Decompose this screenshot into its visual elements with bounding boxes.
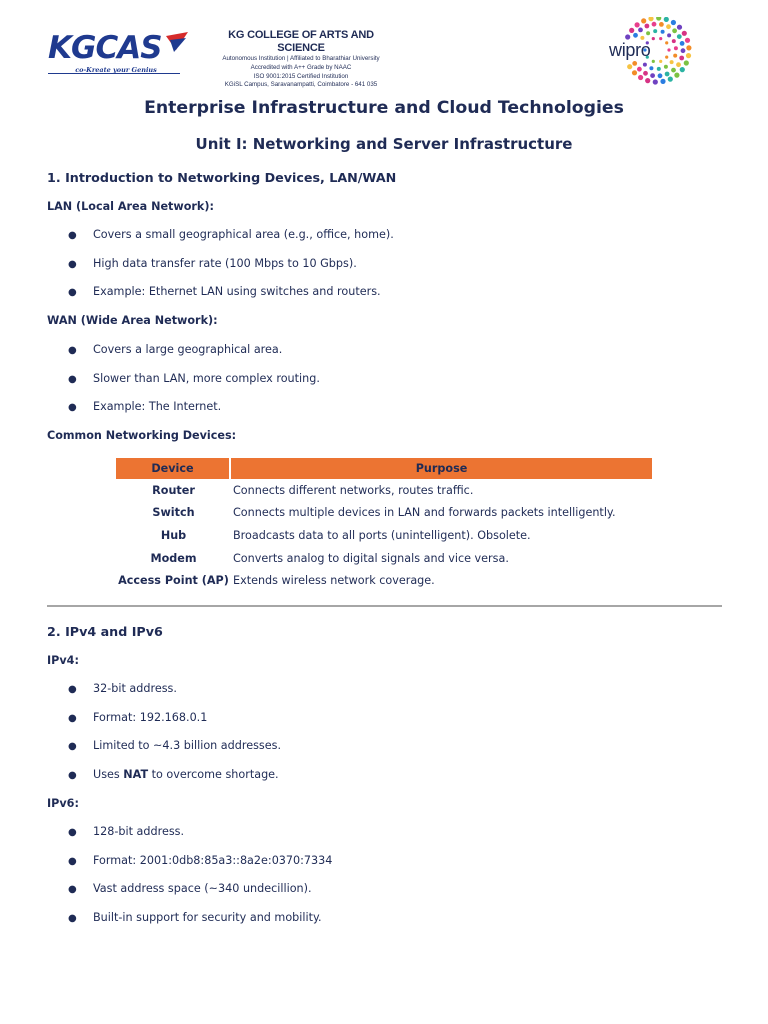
list-item: ● Format: 2001:0db8:85a3::8a2e:0370:7334 bbox=[68, 854, 333, 867]
wipro-dot bbox=[643, 63, 647, 67]
wipro-dot bbox=[657, 67, 661, 71]
college-name: KG COLLEGE OF ARTS AND SCIENCE bbox=[228, 29, 374, 54]
table-header-row bbox=[116, 458, 652, 479]
wipro-dot bbox=[677, 25, 682, 30]
wipro-dot bbox=[679, 56, 684, 61]
wipro-dot bbox=[665, 41, 668, 44]
unit-title: Unit I: Networking and Server Infrastructure bbox=[195, 135, 573, 153]
wipro-dot bbox=[674, 46, 678, 50]
list-item: ● Limited to ~4.3 billion addresses. bbox=[68, 739, 282, 752]
list-item: ● High data transfer rate (100 Mbps to 10 Gbps). bbox=[68, 257, 357, 270]
wipro-dot bbox=[686, 45, 691, 50]
wipro-dot bbox=[661, 30, 665, 34]
wipro-dot bbox=[676, 62, 681, 67]
ipv6-heading: IPv6: bbox=[47, 797, 79, 810]
kgcas-tagline: co-Kreate your Genius bbox=[75, 66, 157, 74]
wipro-dot bbox=[674, 73, 679, 78]
wipro-dot bbox=[632, 70, 637, 75]
table-row bbox=[116, 547, 652, 570]
wipro-dot bbox=[649, 66, 653, 70]
section-2-heading: 2. IPv4 and IPv6 bbox=[47, 624, 163, 639]
table-row bbox=[116, 479, 652, 502]
wipro-dot bbox=[680, 41, 685, 46]
table-row bbox=[116, 502, 652, 525]
college-accreditation: Accredited with A++ Grade by NAAC bbox=[250, 63, 352, 71]
wipro-dot bbox=[665, 72, 670, 77]
wipro-dot bbox=[682, 31, 687, 36]
list-item: ● Format: 192.168.0.1 bbox=[68, 711, 208, 724]
wipro-dot bbox=[684, 60, 689, 65]
list-item: ● 32-bit address. bbox=[68, 682, 177, 695]
wipro-dot bbox=[627, 64, 632, 69]
wipro-dot bbox=[659, 22, 664, 27]
wipro-dot bbox=[650, 73, 655, 78]
device-cell: Access Point (AP) bbox=[118, 574, 229, 588]
wipro-dot bbox=[653, 79, 658, 84]
wipro-dot bbox=[638, 75, 643, 80]
wipro-logo-text: wipro bbox=[609, 40, 651, 60]
purpose-cell: Converts analog to digital signals and vice versa. bbox=[233, 551, 509, 565]
wipro-dot bbox=[672, 28, 677, 33]
wipro-dot bbox=[645, 24, 650, 29]
table-row bbox=[116, 569, 652, 592]
ipv4-heading: IPv4: bbox=[47, 654, 79, 667]
document-title: Enterprise Infrastructure and Cloud Technologies bbox=[144, 98, 624, 118]
wipro-dot bbox=[665, 56, 668, 59]
wipro-dot bbox=[672, 39, 676, 43]
purpose-cell: Connects multiple devices in LAN and forwards packets intelligently. bbox=[233, 506, 616, 520]
wipro-dot bbox=[641, 18, 646, 23]
list-item: ● Vast address space (~340 undecillion). bbox=[68, 882, 312, 895]
wipro-dot bbox=[667, 48, 670, 51]
wipro-logo bbox=[605, 17, 695, 87]
wipro-dot bbox=[666, 24, 671, 29]
purpose-cell: Connects different networks, routes traffic. bbox=[233, 483, 474, 497]
kgcas-logo bbox=[48, 30, 193, 80]
wipro-dot bbox=[629, 28, 634, 33]
wipro-dot bbox=[677, 34, 682, 39]
wipro-dot bbox=[668, 77, 673, 82]
list-item: ● Example: The Internet. bbox=[68, 400, 222, 413]
wipro-dot bbox=[652, 22, 657, 27]
wipro-dot bbox=[656, 17, 661, 21]
wipro-dot bbox=[646, 31, 650, 35]
wipro-dot bbox=[625, 34, 630, 39]
devices-heading: Common Networking Devices: bbox=[47, 429, 237, 442]
device-cell: Router bbox=[152, 483, 195, 497]
wipro-dot bbox=[637, 67, 642, 72]
device-cell: Modem bbox=[150, 551, 197, 565]
wipro-dot bbox=[664, 65, 668, 69]
wipro-dot bbox=[648, 17, 653, 21]
wipro-dot bbox=[638, 28, 643, 33]
wipro-dot bbox=[635, 22, 640, 27]
device-cell: Hub bbox=[160, 528, 187, 542]
list-item: ● Uses NAT to overcome shortage. bbox=[68, 768, 279, 781]
college-iso: ISO 9001:2015 Certified Institution bbox=[253, 72, 349, 80]
wipro-dot bbox=[659, 37, 662, 40]
list-item: ● Covers a small geographical area (e.g., office, home). bbox=[68, 228, 394, 241]
wipro-dot bbox=[686, 53, 691, 58]
column-header-purpose: Purpose bbox=[231, 458, 652, 479]
wan-heading: WAN (Wide Area Network): bbox=[47, 314, 218, 327]
wipro-dot bbox=[653, 29, 657, 33]
devices-table bbox=[116, 458, 652, 592]
table-row bbox=[116, 524, 652, 547]
wipro-dot bbox=[670, 60, 674, 64]
wipro-dot bbox=[671, 20, 676, 25]
wipro-dot bbox=[659, 60, 662, 63]
wipro-dot bbox=[652, 60, 655, 63]
wipro-dot bbox=[671, 68, 676, 73]
column-header-device: Device bbox=[116, 458, 231, 479]
wipro-dot bbox=[667, 33, 671, 37]
college-info bbox=[205, 29, 397, 90]
wipro-dot bbox=[652, 37, 655, 40]
purpose-cell: Broadcasts data to all ports (unintelligent). Obsolete. bbox=[233, 528, 531, 542]
wipro-dot bbox=[643, 71, 648, 76]
section-1-heading: 1. Introduction to Networking Devices, LAN/WAN bbox=[47, 170, 397, 185]
wipro-dot bbox=[664, 17, 669, 22]
wipro-dot bbox=[673, 54, 677, 58]
list-item: ● Slower than LAN, more complex routing. bbox=[68, 372, 320, 385]
college-affiliation: Autonomous Institution | Affiliated to Bharathiar University bbox=[222, 55, 380, 62]
wipro-dot bbox=[633, 33, 638, 38]
kgcas-logo-text: KGCAS bbox=[48, 30, 162, 66]
college-address: KGiSL Campus, Saravanampatti, Coimbatore - 641 035 bbox=[224, 81, 378, 89]
page-header bbox=[0, 0, 768, 95]
purpose-cell: Extends wireless network coverage. bbox=[233, 574, 435, 588]
wipro-dot bbox=[658, 73, 663, 78]
wipro-dot bbox=[685, 38, 690, 43]
wipro-dot bbox=[681, 48, 686, 53]
list-item: ● 128-bit address. bbox=[68, 825, 185, 838]
wipro-dot bbox=[645, 78, 650, 83]
lan-heading: LAN (Local Area Network): bbox=[47, 200, 214, 213]
list-item: ● Built-in support for security and mobility. bbox=[68, 911, 322, 924]
wipro-dot bbox=[660, 79, 665, 84]
device-cell: Switch bbox=[152, 506, 195, 520]
list-item: ● Example: Ethernet LAN using switches and routers. bbox=[68, 285, 381, 298]
wipro-dot bbox=[680, 67, 685, 72]
section-divider bbox=[47, 605, 722, 607]
list-item: ● Covers a large geographical area. bbox=[68, 343, 283, 356]
wipro-dot bbox=[632, 61, 637, 66]
